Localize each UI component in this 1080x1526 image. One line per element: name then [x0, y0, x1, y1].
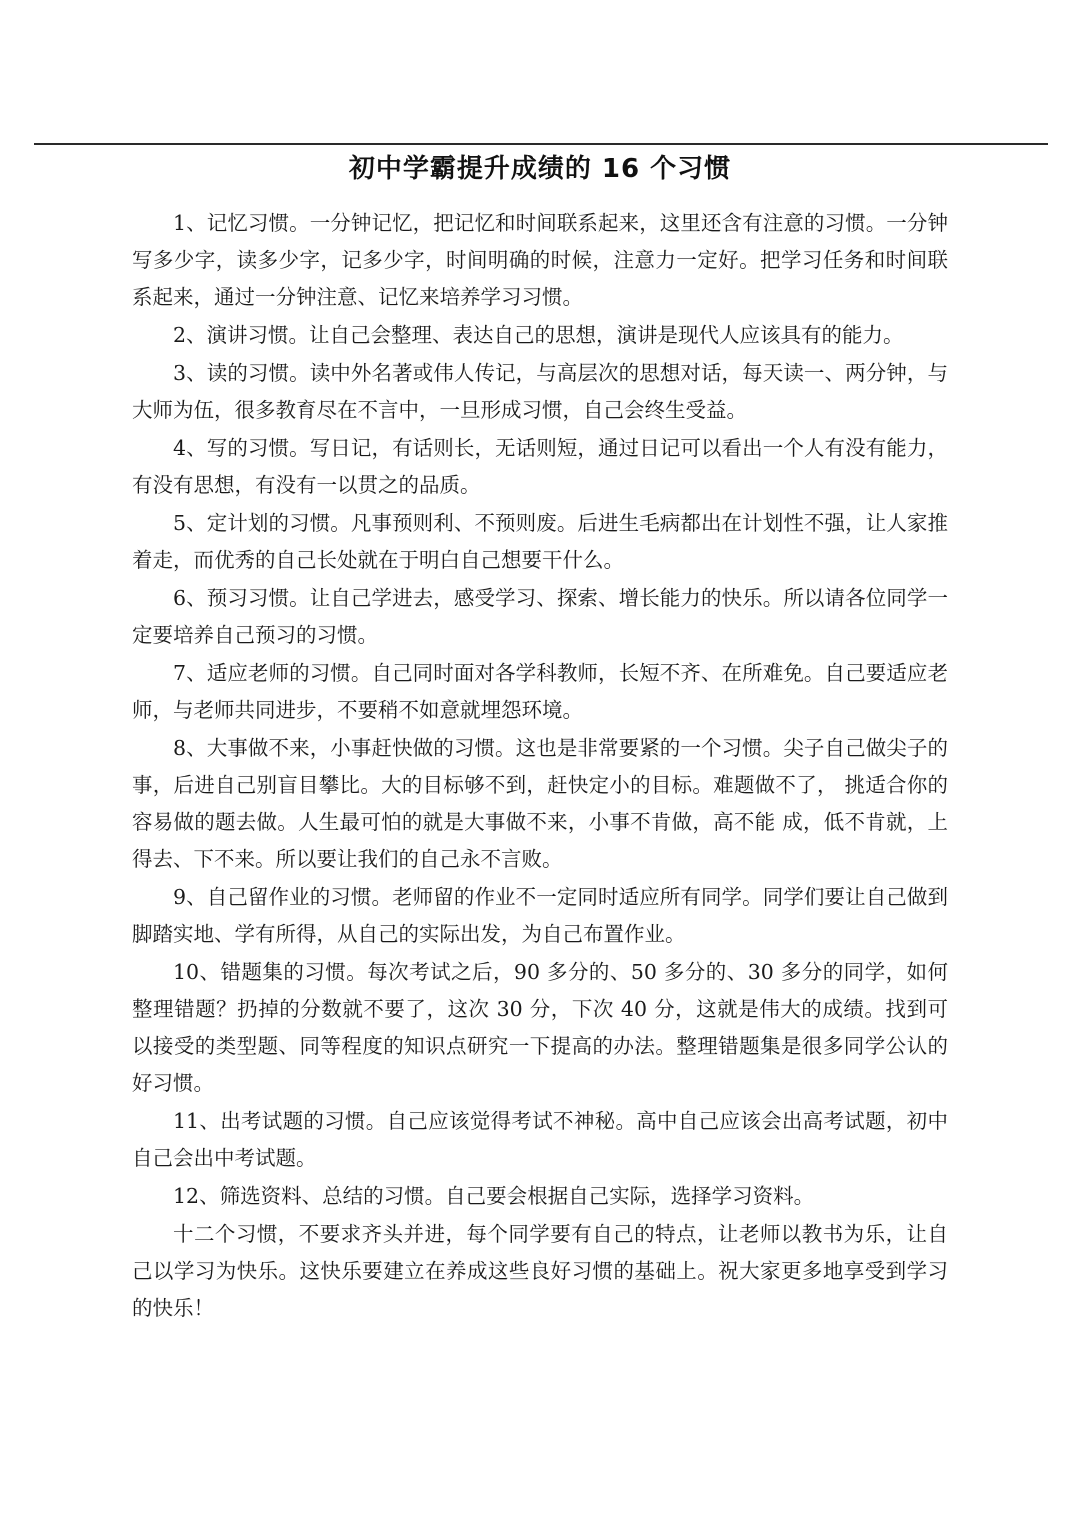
header-rule — [34, 143, 1048, 145]
document-body — [132, 205, 948, 1328]
paragraph-habit-2: 2、演讲习惯。让自己会整理、表达自己的思想，演讲是现代人应该具有的能力。 — [173, 323, 904, 347]
paragraph-habit-11: 11、出考试题的习惯。自己应该觉得考试不神秘。高中自己应该会出高考试题，初中自己会出中考试题。 — [132, 1109, 948, 1170]
paragraph-habit-5: 5、定计划的习惯。凡事预则利、不预则废。后进生毛病都出在计划性不强，让人家推着走，而优秀的自己长处就在于明白自己想要干什么。 — [132, 511, 948, 572]
paragraph-habit-7: 7、适应老师的习惯。自己同时面对各学科教师，长短不齐、在所难免。自己要适应老师，与老师共同进步，不要稍不如意就埋怨环境。 — [132, 661, 948, 722]
paragraph-habit-12: 12、筛选资料、总结的习惯。自己要会根据自己实际，选择学习资料。 — [173, 1184, 815, 1208]
paragraph-habit-8: 8、大事做不来，小事赶快做的习惯。这也是非常要紧的一个习惯。尖子自己做尖子的事，后进自己别盲目攀比。大的目标够不到，赶快定小的目标。难题做不了， 挑适合你的容易做的题去做。人生最可怕的就是大事做不来，小事不肯做，高不能 成，低不肯就，上得去、下不来。所以要让我们的自己永不言败。 — [132, 736, 948, 871]
paragraph-habit-1: 1、记忆习惯。一分钟记忆，把记忆和时间联系起来，这里还含有注意的习惯。一分钟写多少字，读多少字，记多少字，时间明确的时候，注意力一定好。把学习任务和时间联系起来，通过一分钟注意、记忆来培养学习习惯。 — [132, 211, 948, 309]
paragraph-habit-6: 6、预习习惯。让自己学进去，感受学习、探索、增长能力的快乐。所以请各位同学一定要培养自己预习的习惯。 — [132, 586, 948, 647]
paragraph-habit-10: 10、错题集的习惯。每次考试之后，90 多分的、50 多分的、30 多分的同学，如何整理错题？扔掉的分数就不要了，这次 30 分，下次 40 分，这就是伟大的成绩。找到可以接受的类型题、同等程度的知识点研究一下提高的办法。整理错题集是很多同学公认的好习惯。 — [132, 960, 948, 1095]
paragraph-habit-9: 9、自己留作业的习惯。老师留的作业不一定同时适应所有同学。同学们要让自己做到脚踏实地、学有所得，从自己的实际出发，为自己布置作业。 — [132, 885, 948, 946]
paragraph-conclusion: 十二个习惯，不要求齐头并进，每个同学要有自己的特点，让老师以教书为乐，让自己以学习为快乐。这快乐要建立在养成这些良好习惯的基础上。祝大家更多地享受到学习的快乐！ — [132, 1222, 948, 1320]
document-title: 初中学霸提升成绩的 16 个习惯 — [348, 154, 732, 184]
paragraph-habit-3: 3、读的习惯。读中外名著或伟人传记，与高层次的思想对话，每天读一、两分钟，与大师为伍，很多教育尽在不言中，一旦形成习惯，自己会终生受益。 — [132, 361, 948, 422]
paragraph-habit-4: 4、写的习惯。写日记，有话则长，无话则短，通过日记可以看出一个人有没有能力，有没有思想，有没有一以贯之的品质。 — [132, 436, 948, 497]
